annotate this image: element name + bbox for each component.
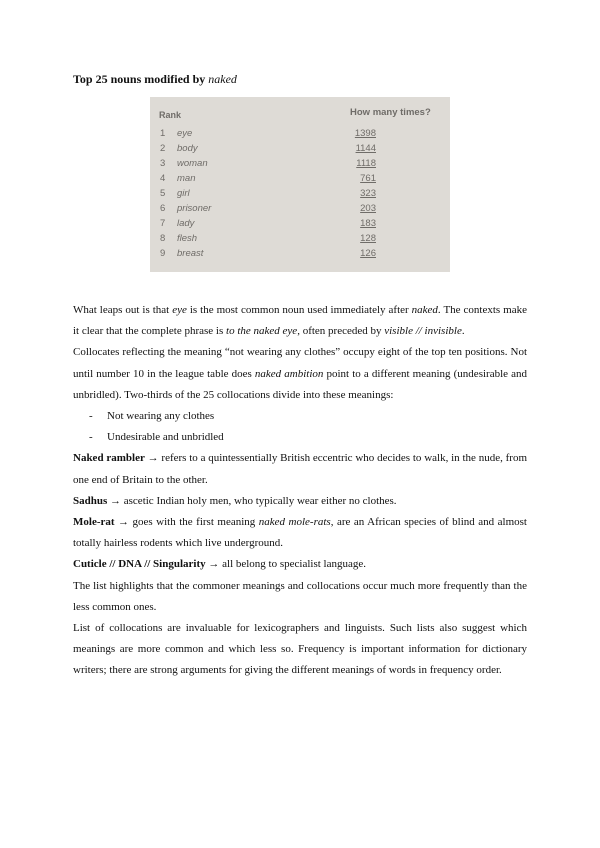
paragraph-naked-rambler	[73, 448, 527, 490]
noun-cell: breast	[177, 248, 204, 259]
text-run: Collocates reflecting the meaning “not wearing any clothes” occupy eight of the top ten positions. Not until number 10 in the league table does	[73, 346, 527, 380]
table-row	[150, 188, 450, 204]
list-item	[73, 406, 527, 427]
bold-term: Mole-rat	[73, 516, 115, 529]
bold-term: Naked rambler	[73, 452, 145, 465]
list-item	[73, 427, 527, 448]
rank-cell: 2	[160, 143, 166, 154]
italic-term: eye	[172, 304, 187, 316]
table-row	[150, 143, 450, 159]
count-cell: 183	[360, 218, 376, 229]
text-run: → refers to a quintessentially British eccentric who decides to walk, in the nude, from one end of Britain to the other.	[73, 452, 528, 486]
bold-term: Cuticle // DNA // Singularity	[73, 558, 206, 571]
table-row	[150, 158, 450, 174]
bold-term: Sadhus	[73, 494, 108, 507]
section-heading	[73, 72, 237, 87]
count-cell: 1118	[356, 158, 376, 169]
noun-cell: prisoner	[177, 203, 212, 214]
paragraph-specialist	[73, 554, 527, 575]
paragraph-frequency-note: The list highlights that the commoner meanings and collocations occur much more frequently than the less common ones.	[73, 579, 527, 613]
rank-cell: 3	[160, 158, 166, 169]
noun-cell: eye	[177, 128, 193, 139]
noun-cell: man	[177, 173, 196, 184]
rank-cell: 5	[160, 188, 166, 199]
list-dash: -	[89, 410, 93, 423]
table-row	[150, 233, 450, 249]
table-row	[150, 203, 450, 219]
body-text	[73, 300, 527, 682]
count-cell: 128	[360, 233, 376, 244]
text-run: , often preceded by	[297, 325, 385, 338]
list-dash: -	[89, 431, 93, 444]
count-cell: 1144	[355, 143, 376, 154]
italic-term: visible // invisible	[384, 325, 462, 338]
paragraph-eye	[73, 300, 527, 342]
count-cell: 323	[360, 188, 376, 199]
count-cell: 126	[360, 248, 376, 259]
rank-cell: 4	[160, 173, 166, 184]
noun-cell: flesh	[177, 233, 198, 244]
text-run: . The contexts make it clear that the complete phrase is	[73, 304, 527, 338]
paragraph-conclusion: List of collocations are invaluable for lexicographers and linguists. Such lists also suggest which meanings are more common and which less so. Frequency is important information for dictionary writers; there are strong arguments for giving the different meanings of words in frequency order.	[73, 622, 527, 677]
count-cell: 1398	[354, 128, 376, 139]
text-run: → goes with the first meaning	[114, 516, 259, 529]
text-run: What leaps out is that	[73, 304, 173, 316]
paragraph-mole-rat	[73, 512, 527, 554]
meanings-list	[73, 406, 527, 448]
table-row	[150, 128, 450, 144]
text-run: point to a different meaning (undesirable and unbridled). Two-thirds of the 25 collocations divide into these meanings:	[73, 367, 527, 401]
noun-cell: woman	[177, 158, 208, 169]
list-item-text: Not wearing any clothes	[107, 410, 215, 423]
rank-column-header: Rank	[159, 110, 182, 120]
frequency-table-image	[150, 97, 450, 272]
italic-term: naked ambition	[254, 367, 324, 380]
table-row	[150, 173, 450, 189]
count-column-header: How many times?	[350, 107, 431, 118]
table-row	[150, 248, 450, 264]
text-run: is the most common noun used immediately after	[186, 304, 412, 316]
heading-text: Top 25 nouns modified by	[73, 72, 209, 86]
count-cell: 203	[360, 203, 376, 214]
italic-term: to the naked eye	[226, 325, 298, 338]
heading-emphasis: naked	[208, 72, 237, 86]
table-row	[150, 218, 450, 234]
text-run: .	[461, 325, 465, 338]
rank-cell: 8	[160, 233, 166, 244]
text-run: → all belong to specialist language.	[205, 558, 367, 571]
rank-cell: 9	[160, 248, 166, 259]
rank-cell: 1	[160, 128, 166, 139]
list-item-text: Undesirable and unbridled	[107, 431, 224, 444]
rank-cell: 6	[160, 203, 166, 214]
paragraph-collocates	[73, 342, 527, 406]
rank-cell: 7	[160, 218, 166, 229]
italic-term: naked	[411, 304, 438, 316]
noun-cell: lady	[177, 218, 195, 229]
text-run: → ascetic Indian holy men, who typically wear either no clothes.	[107, 494, 397, 507]
noun-cell: girl	[177, 188, 190, 199]
count-cell: 761	[360, 173, 376, 184]
noun-cell: body	[177, 143, 198, 154]
paragraph-sadhus	[73, 491, 527, 512]
italic-term: naked mole-rats	[258, 516, 331, 529]
text-run: , are an African species of blind and almost totally hairless rodents which live underground.	[73, 516, 527, 550]
